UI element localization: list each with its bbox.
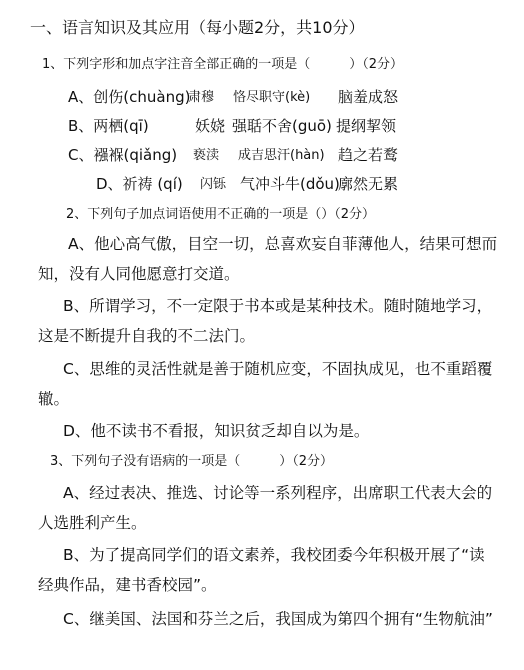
q2-option-b-line1: B、所谓学习，不一定限于书本或是某种技术。随时随地学习， — [63, 297, 493, 315]
q1-option-d-1: D、祈祷 (qí) — [96, 175, 183, 193]
q1-option-c-3: 成吉思汗(hàn) — [238, 148, 325, 163]
q3-option-a-line2: 人选胜利产生。 — [38, 514, 147, 532]
q1-option-b-1: B、两栖(qī) — [68, 117, 149, 135]
q3-option-b-line1: B、为了提高同学们的语文素养，我校团委今年积极开展了“读 — [63, 546, 485, 564]
q1-option-a-2: 肃穆 — [188, 90, 215, 105]
q1-option-a-1: A、创伤(chuàng) — [68, 88, 191, 106]
q1-stem: 1、下列字形和加点字注音全部正确的一项是（ ）（2分） — [42, 57, 404, 72]
q1-option-b-2: 妖娆 — [195, 117, 226, 135]
q1-option-a-4: 脑羞成怒 — [338, 88, 399, 106]
q1-option-a-3: 恪尽职守(kè) — [233, 90, 311, 105]
q1-option-c-4: 趋之若鹜 — [338, 146, 399, 164]
q1-option-c-1: C、襁褓(qiǎng) — [68, 146, 178, 164]
q2-option-c-line2: 辙。 — [38, 390, 70, 408]
q1-option-c-2: 亵渎 — [193, 148, 220, 163]
q3-option-c-line1: C、继美国、法国和芬兰之后，我国成为第四个拥有“生物航油” — [63, 610, 493, 628]
q1-option-d-3: 气冲斗牛(dǒu) — [240, 175, 340, 193]
q2-stem: 2、下列句子加点词语使用不正确的一项是（）（2分） — [66, 207, 376, 222]
q2-option-b-line2: 这是不断提升自我的不二法门。 — [38, 327, 256, 345]
q1-option-d-2: 闪铄 — [200, 177, 227, 192]
q3-option-a-line1: A、经过表决、推选、讨论等一系列程序，出席职工代表大会的 — [63, 484, 493, 502]
q2-option-d-line1: D、他不读书不看报，知识贫乏却自以为是。 — [63, 422, 370, 440]
q1-option-b-4: 提纲挈领 — [336, 117, 397, 135]
q1-option-b-3: 强聒不舍(guō) — [232, 117, 332, 135]
q2-option-a-line2: 知，没有人同他愿意打交道。 — [38, 265, 240, 283]
q3-option-b-line2: 经典作品，建书香校园”。 — [38, 576, 217, 594]
q3-stem: 3、下列句子没有语病的一项是（ ）（2分） — [50, 454, 334, 469]
section-title: 一、语言知识及其应用（每小题2分，共10分） — [30, 18, 365, 37]
q2-option-a-line1: A、他心高气傲，目空一切，总喜欢妄自菲薄他人，结果可想而 — [68, 235, 498, 253]
q2-option-c-line1: C、思维的灵活性就是善于随机应变，不固执成见，也不重蹈覆 — [63, 360, 493, 378]
q1-option-d-4: 廓然无累 — [338, 175, 399, 193]
